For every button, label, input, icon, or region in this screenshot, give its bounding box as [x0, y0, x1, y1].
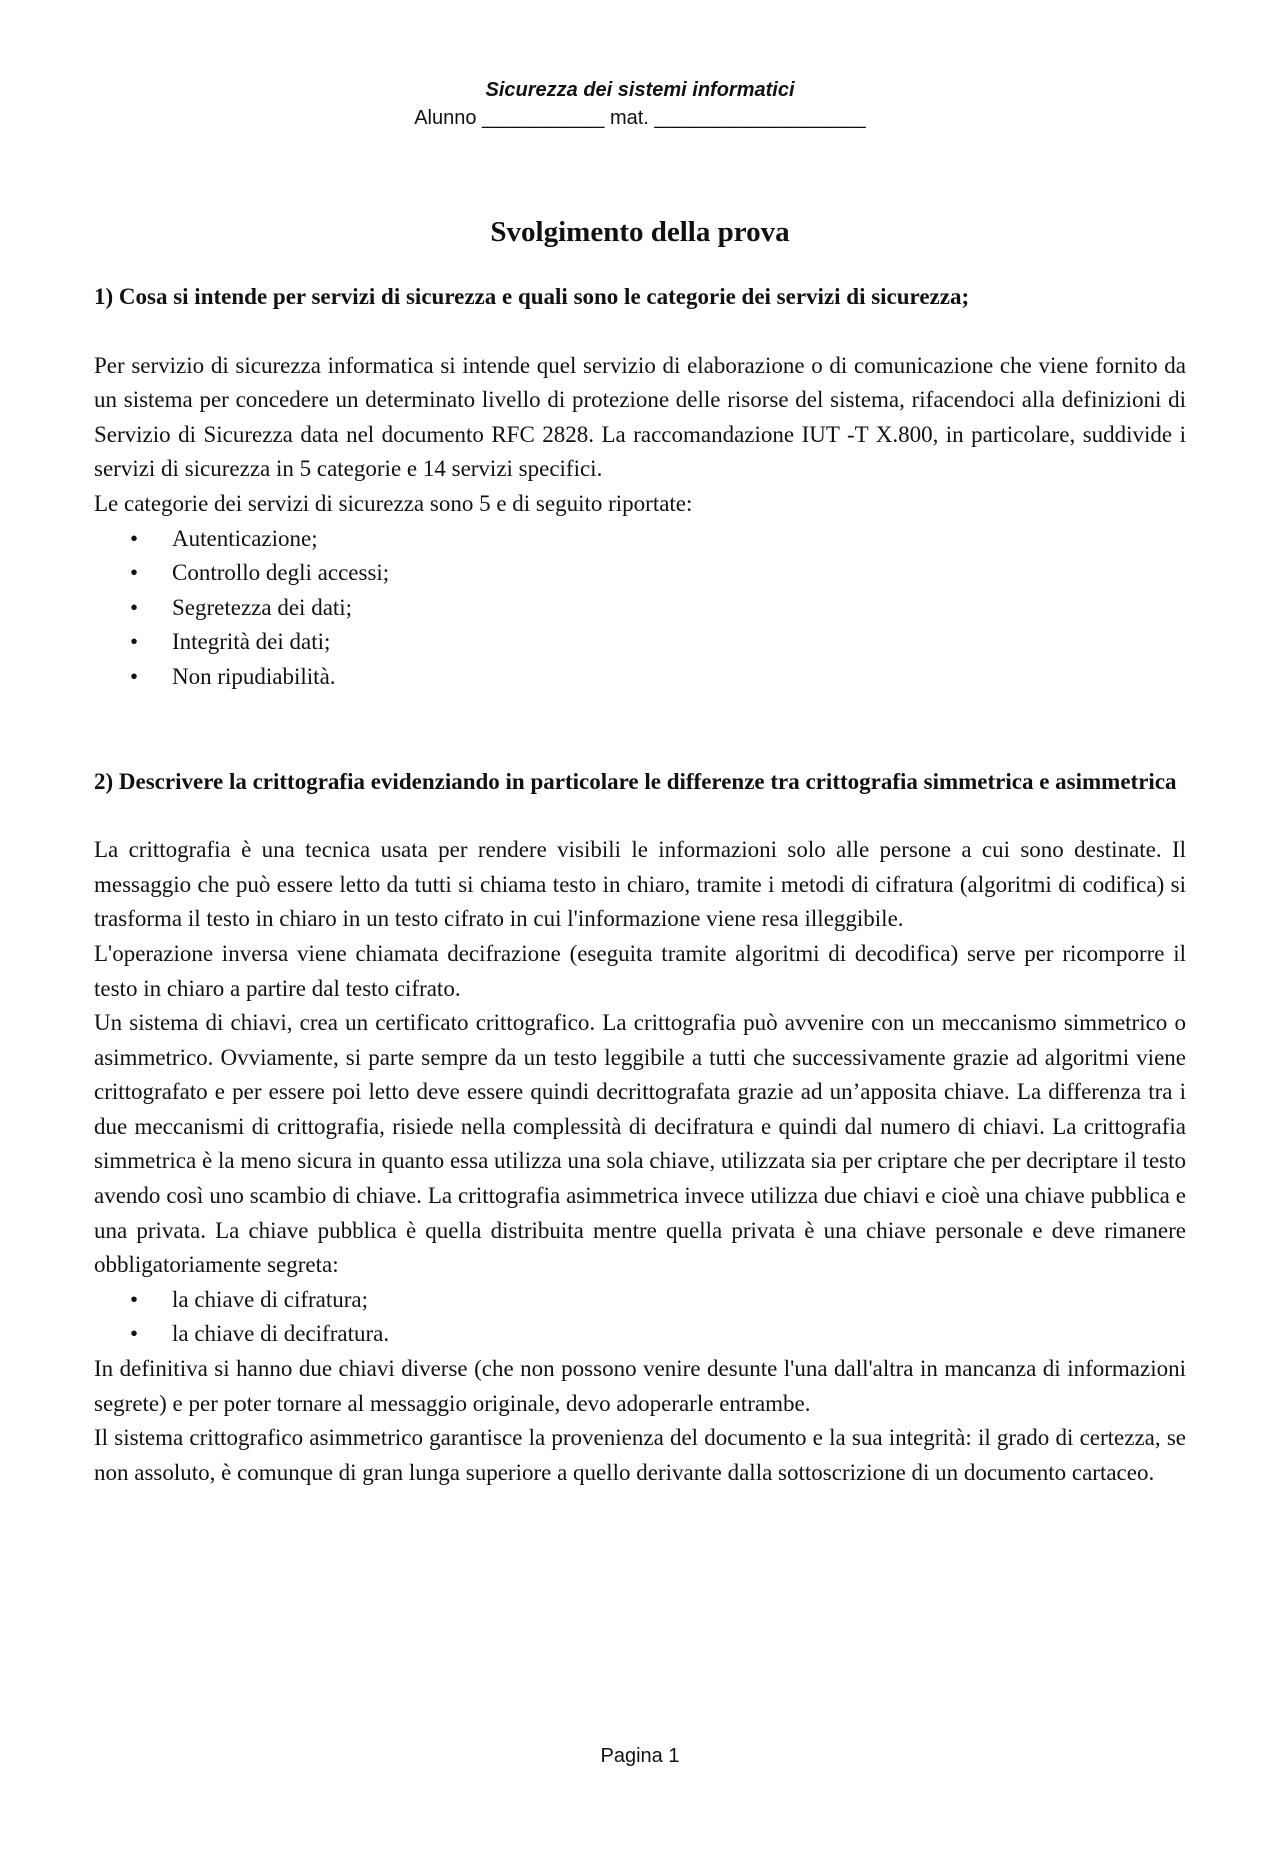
list-item: • Non ripudiabilità.	[172, 660, 1186, 695]
question-1: 1) Cosa si intende per servizi di sicurezza e quali sono le categorie dei servizi di sicurezza;	[94, 284, 970, 309]
q2-paragraph-1: La crittografia è una tecnica usata per rendere visibili le informazioni solo alle persone a cui sono destinate. Il messaggio che può essere letto da tutti si chiama testo in chiaro, tramite i metodi di cifratura (algoritmi di codifica) si trasforma il testo in chiaro in un testo cifrato in cui l'informazione viene resa illeggibile.	[94, 837, 1186, 932]
document-title: Svolgimento della prova	[490, 216, 790, 248]
list-item: • Segretezza dei dati;	[172, 591, 1186, 626]
question-2: 2) Descrivere la crittografia evidenziando in particolare le differenze tra crittografia simmetrica e asimmetrica	[94, 768, 1177, 794]
list-item: • Controllo degli accessi;	[172, 556, 1186, 591]
q2-paragraph-5: Il sistema crittografico asimmetrico garantisce la provenienza del documento e la sua integrità: il grado di certezza, se non assoluto, è comunque di gran lunga superiore a quello derivante dalla sottoscrizione di un documento cartaceo.	[94, 1425, 1186, 1485]
list-item: • la chiave di cifratura;	[172, 1283, 1186, 1318]
list-item: • Integrità dei dati;	[172, 625, 1186, 660]
q2-paragraph-4: In definitiva si hanno due chiavi diverse (che non possono venire desunte l'una dall'altra in mancanza di informazioni segrete) e per poter tornare al messaggio originale, devo adoperarle entrambe.	[94, 1356, 1186, 1416]
q1-paragraph-2: Le categorie dei servizi di sicurezza sono 5 e di seguito riportate:	[94, 490, 693, 516]
q1-paragraph-1: Per servizio di sicurezza informatica si intende quel servizio di elaborazione o di comunicazione che viene fornito da un sistema per concedere un determinato livello di protezione delle risorse del sistema, rifacendoci alla definizioni di Servizio di Sicurezza data nel documento RFC 2828. La raccomandazione IUT -T X.800, in particolare, suddivide i servizi di sicurezza in 5 categorie e 14 servizi specifici.	[94, 352, 1186, 482]
security-categories-list	[94, 522, 1186, 695]
list-item: • la chiave di decifratura.	[172, 1317, 1186, 1352]
course-title: Sicurezza dei sistemi informatici	[485, 79, 795, 101]
list-item: • Autenticazione;	[172, 522, 1186, 557]
student-line: Alunno ___________ mat. ___________________	[414, 107, 866, 129]
page-number: Pagina 1	[600, 1745, 680, 1767]
keys-list	[94, 1283, 1186, 1352]
document-body	[94, 212, 1186, 1490]
q2-paragraph-3: Un sistema di chiavi, crea un certificato crittografico. La crittografia può avvenire con un meccanismo simmetrico o asimmetrico. Ovviamente, si parte sempre da un testo leggibile a tutti che successivamente grazie ad algoritmi viene crittografato e per essere poi letto deve essere quindi decrittografata grazie ad un’apposita chiave. La differenza tra i due meccanismi di crittografia, risiede nella complessità di decifratura e quindi dal numero di chiavi. La crittografia simmetrica è la meno sicura in quanto essa utilizza una sola chiave, utilizzata sia per criptare che per decriptare il testo avendo così uno scambio di chiave. La crittografia asimmetrica invece utilizza due chiavi e cioè una chiave pubblica e una privata. La chiave pubblica è quella distribuita mentre quella privata è una chiave personale e deve rimanere obbligatoriamente segreta:	[94, 1010, 1186, 1278]
page-header	[0, 76, 1280, 132]
q2-paragraph-2: L'operazione inversa viene chiamata decifrazione (eseguita tramite algoritmi di decodifica) serve per ricomporre il testo in chiaro a partire dal testo cifrato.	[94, 940, 1186, 1001]
